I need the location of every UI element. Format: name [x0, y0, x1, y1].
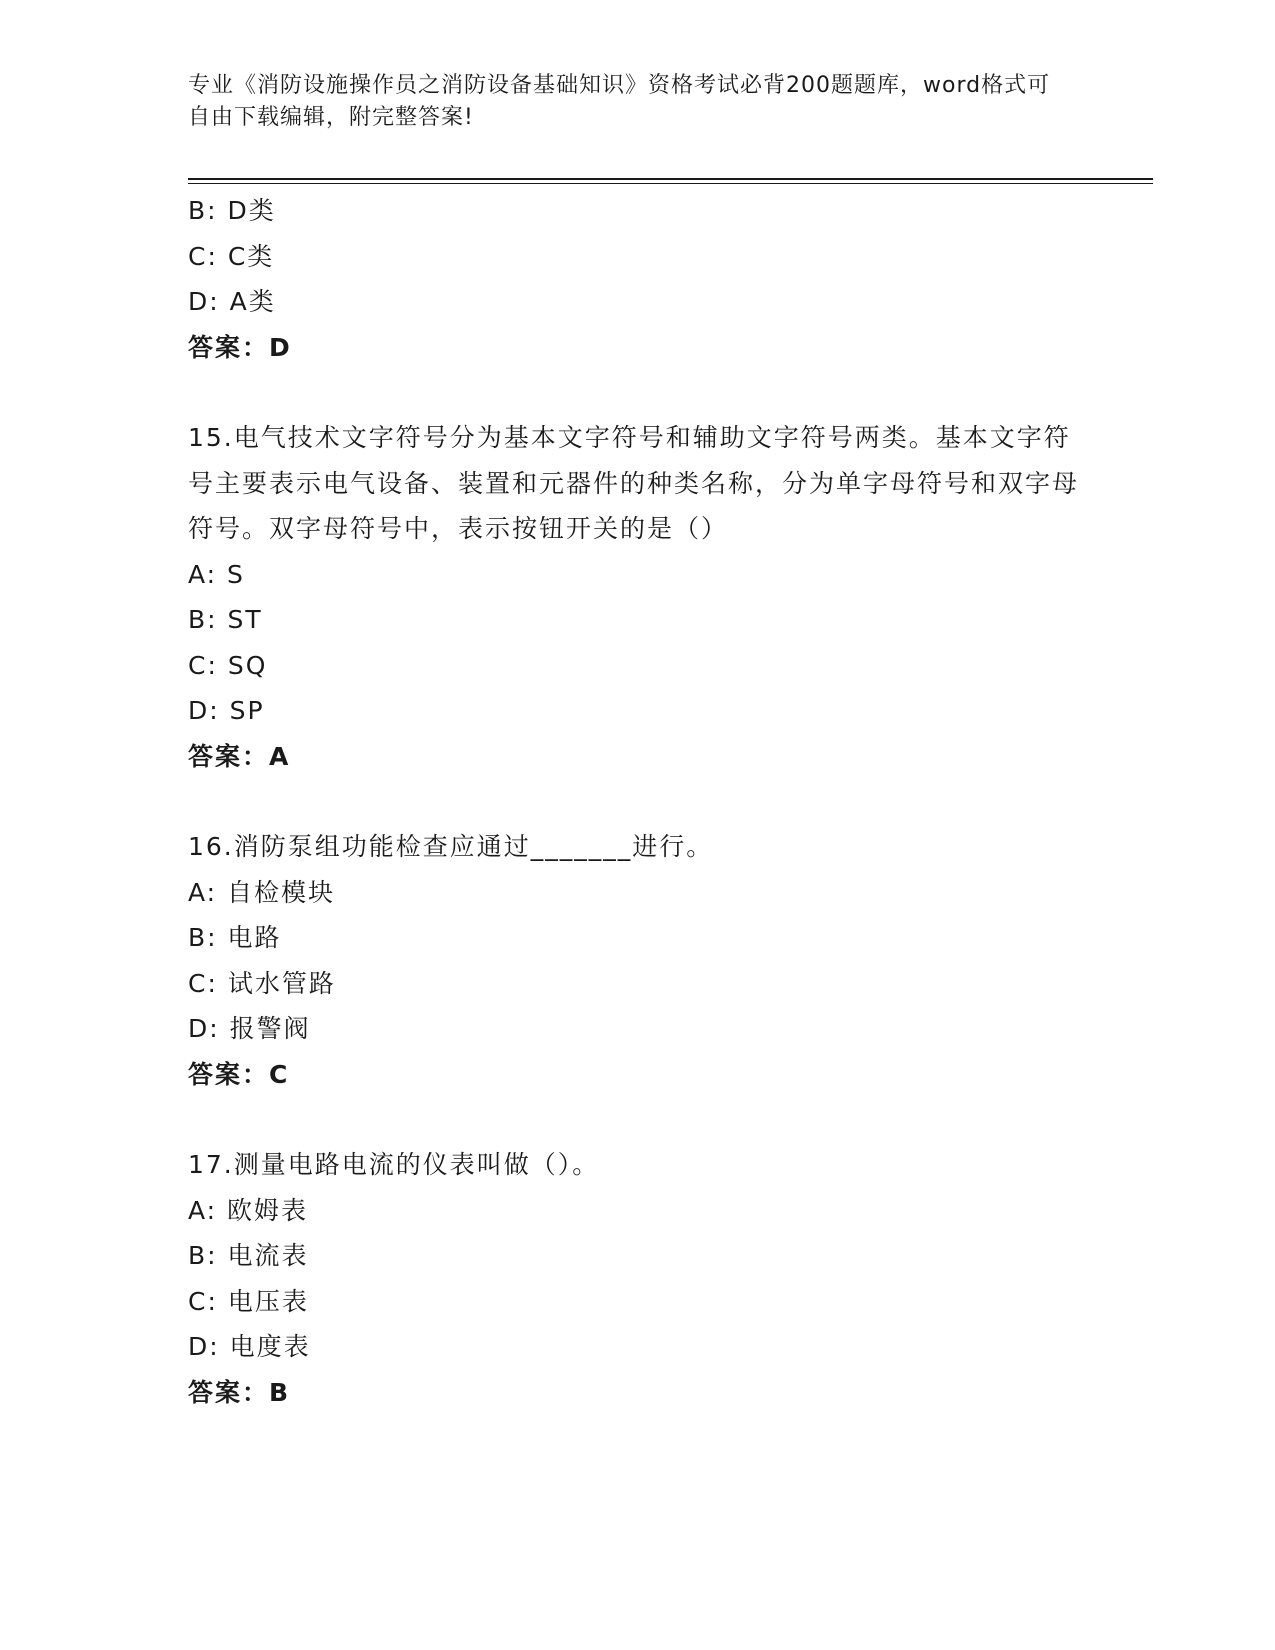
question-list [188, 188, 1088, 1415]
option-b: B: ST [188, 605, 263, 634]
question-stem: 15.电气技术文字符号分为基本文字符号和辅助文字符号两类。基本文字符号主要表示电气设备、装置和元器件的种类名称，分为单字母符号和双字母符号。双字母符号中，表示按钮开关的是（） [188, 423, 1080, 543]
option-d: D: SP [188, 696, 265, 725]
header-rule-thin [188, 183, 1153, 184]
header-rule-thick [188, 178, 1153, 180]
option-a: A: S [188, 559, 245, 589]
answer-line: 答案：D [188, 332, 292, 362]
question-16 [188, 824, 1088, 1097]
question-stem: 16.消防泵组功能检查应通过_______进行。 [188, 832, 714, 861]
option-c: C: 电压表 [188, 1286, 309, 1316]
option-c: C: C类 [188, 241, 275, 271]
question-15 [188, 415, 1088, 779]
option-b: B: D类 [188, 196, 276, 225]
answer-line: 答案：B [188, 1377, 291, 1407]
answer-line: 答案：C [188, 1059, 290, 1089]
document-header: 专业《消防设施操作员之消防设备基础知识》资格考试必背200题题库，word格式可自由下载编辑，附完整答案! [188, 73, 1051, 130]
partial-question [188, 188, 1088, 370]
option-a: A: 欧姆表 [188, 1195, 309, 1225]
option-b: B: 电流表 [188, 1241, 309, 1270]
question-stem: 17.测量电路电流的仪表叫做（）。 [188, 1150, 600, 1179]
option-b: B: 电路 [188, 923, 282, 952]
option-a: A: 自检模块 [188, 877, 336, 907]
option-d: D: 报警阀 [188, 1014, 311, 1043]
option-d: D: A类 [188, 287, 276, 316]
question-17 [188, 1142, 1088, 1415]
answer-line: 答案：A [188, 741, 291, 771]
option-c: C: 试水管路 [188, 968, 336, 998]
option-c: C: SQ [188, 650, 268, 680]
option-d: D: 电度表 [188, 1332, 311, 1361]
